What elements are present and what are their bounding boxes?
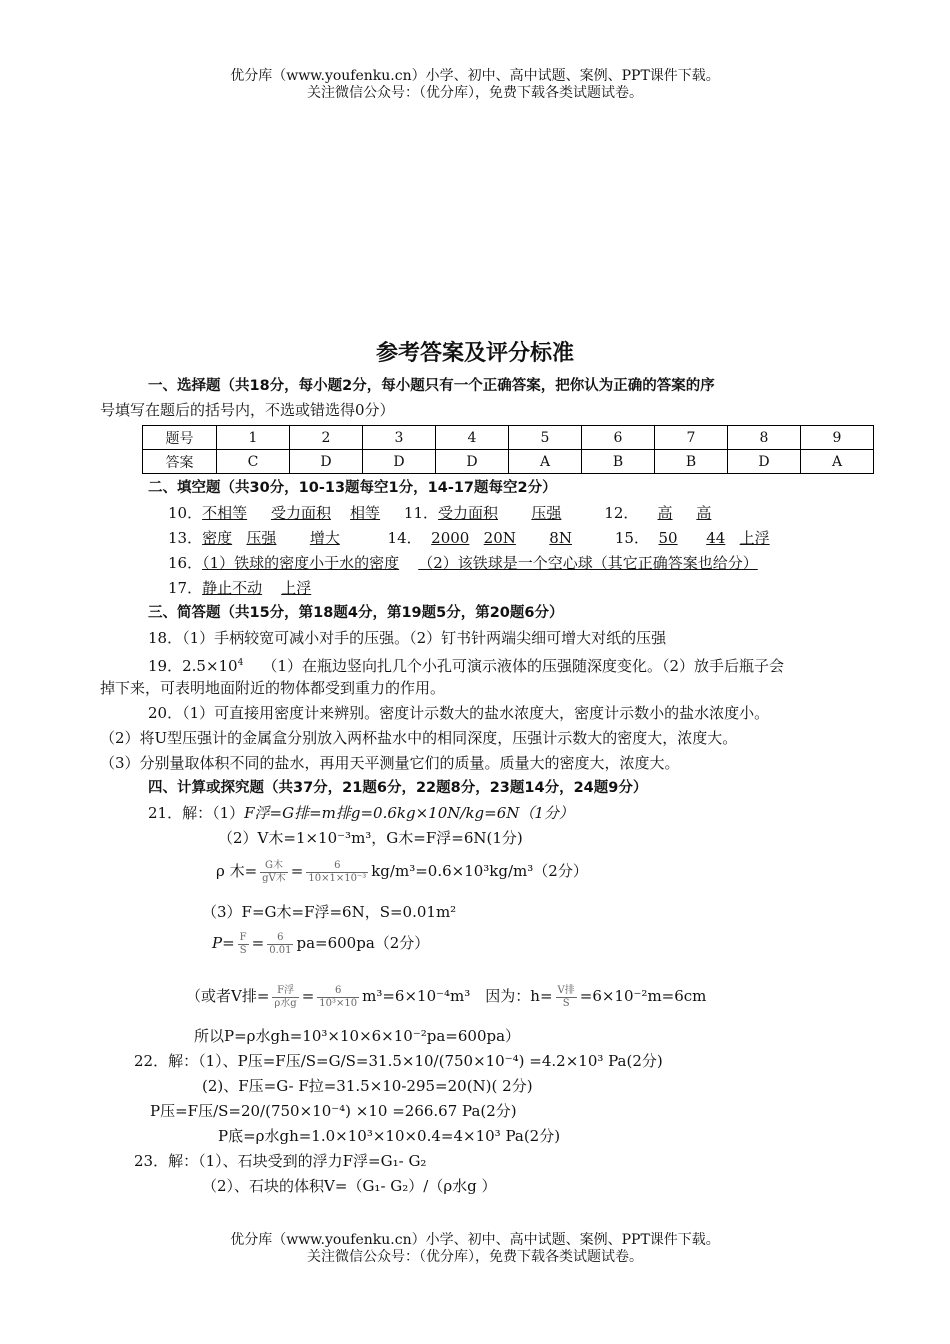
exponent: 4: [237, 658, 244, 668]
answer-22-2: (2)、F压=G- F拉=31.5×10-295=20(N)( 2分): [202, 1077, 533, 1095]
table-cell: 6: [582, 426, 655, 450]
numerator: V排: [557, 984, 575, 996]
table-cell: C: [217, 450, 290, 474]
blank-answer: 密度: [202, 529, 233, 547]
blank-answer: 高: [657, 504, 673, 522]
section-1-heading: 一、选择题（共18分，每小题2分，每小题只有一个正确答案，把你认为正确的答案的序: [148, 378, 715, 394]
q-label: 22．解：: [134, 1052, 199, 1070]
numerator: 6: [267, 932, 293, 945]
answer-20-2: （2）将U型压强计的金属盒分别放入两杯盐水中的相同深度，压强计示数大的密度大，浓度大。: [100, 729, 738, 747]
numerator: G木: [260, 860, 288, 873]
q-number: 17．: [168, 579, 203, 597]
answer-21-pressure: P= $\frac{F}{S}$ = $\frac{6}{0.01}$ pa=600pa（2分）: [212, 931, 430, 956]
denominator: 10³×10: [319, 997, 358, 1009]
fraction: [317, 985, 359, 1010]
formula-result: pa=600pa（2分）: [296, 934, 430, 952]
section-1-heading-cont: 号填写在题后的括号内，不选或错选得0分）: [100, 401, 395, 419]
section-2-heading: 二、填空题（共30分，10-13题每空1分，14-17题每空2分）: [148, 480, 557, 496]
answer-19: [148, 653, 784, 676]
header-line-1: 优分库（www.youfenku.cn）小学、初中、高中试题、案例、PPT课件下载。: [230, 68, 720, 84]
table-cell: B: [582, 450, 655, 474]
numerator: 6: [306, 860, 368, 873]
answer-23-1: [134, 1151, 426, 1171]
table-cell: B: [655, 450, 728, 474]
formula-result: kg/m³=0.6×10³kg/m³（2分）: [371, 862, 588, 880]
formula-result: =6×10⁻²m=6cm: [579, 987, 707, 1005]
blank-answer: 受力面积: [438, 504, 499, 522]
table-cell: D: [436, 450, 509, 474]
blank-answer: 压强: [246, 529, 277, 547]
answer-23-2: （2）、石块的体积V=（G₁- G₂）/（ρ水g ）: [202, 1177, 497, 1195]
section-4-heading: 四、计算或探究题（共37分，21题6分，22题8分，23题14分，24题9分）: [148, 780, 648, 796]
answer-line-16: [168, 553, 758, 573]
footer-line-1: 优分库（www.youfenku.cn）小学、初中、高中试题、案例、PPT课件下载。: [230, 1232, 720, 1248]
blank-answer: 静止不动: [202, 579, 263, 597]
denominator: 10×1×10⁻³: [308, 872, 367, 884]
answer-21-rho: ρ 木= $\frac{\text{G木}}{\text{gV木}}$ = $\frac{6}{\text{10×1×10⁻³}}$ kg/m³=0.6×10³kg/m³（2分）: [216, 859, 588, 884]
header-line-2: 关注微信公众号：（优分库），免费下载各类试题试卷。: [307, 85, 643, 101]
answer-21-alt: （或者V排= $\frac{\text{F浮}}{\text{ρ水g}}$ = $\frac{6}{\text{10³×10}}$ m³=6×10⁻⁴m³ 因为：h= $\frac{\text{V排}}{S}$ =6×10⁻²m=6cm: [186, 984, 707, 1009]
fraction: [272, 985, 298, 1010]
numerator: F浮: [272, 985, 298, 998]
page-title: 参考答案及评分标准: [375, 341, 574, 366]
answer-21-2: （2）V木=1×10⁻³m³，G木=F浮=6N(1分): [218, 829, 523, 847]
table-cell: D: [290, 450, 363, 474]
answer-20-1: 20．（1）可直接用密度计来辨别。密度计示数大的盐水浓度大，密度计示数小的盐水浓度小。: [148, 704, 770, 722]
table-cell: D: [728, 450, 801, 474]
blank-answer: 增大: [309, 529, 340, 547]
answer-21-1: [148, 803, 574, 823]
table-row-answers: [143, 450, 874, 474]
numerator: F: [239, 931, 247, 943]
blank-answer: 不相等: [202, 504, 248, 522]
fraction: [306, 860, 368, 885]
blank-answer: 上浮: [281, 579, 312, 597]
q-number: 10．: [168, 504, 203, 522]
formula-prefix: （或者V排=: [186, 987, 270, 1005]
table-cell: 9: [801, 426, 874, 450]
answer-22-3: P压=F压/S=20/(750×10⁻⁴) ×10 =266.67 Pa(2分): [150, 1102, 517, 1120]
row-label-number: 题号: [143, 426, 217, 450]
q-number: 11．: [403, 504, 438, 522]
denominator: gV木: [262, 872, 286, 884]
numerator: 6: [317, 985, 359, 998]
table-cell: A: [509, 450, 582, 474]
answer-22-4: P底=ρ水gh=1.0×10³×10×0.4=4×10³ Pa(2分): [218, 1127, 561, 1145]
blank-answer: （1）铁球的密度小于水的密度: [202, 554, 400, 572]
q-label: 21．解：: [148, 804, 213, 822]
blank-answer: 44: [706, 529, 726, 547]
denominator: ρ水g: [274, 997, 297, 1009]
fraction: [267, 932, 293, 957]
q-number: 13．: [168, 529, 203, 547]
answer-line-13-15: [168, 528, 770, 548]
q-number: 15．: [614, 529, 649, 547]
fraction: [556, 985, 577, 1010]
q-number: 16．: [168, 554, 203, 572]
blank-answer: 50: [658, 529, 678, 547]
denominator: 0.01: [269, 944, 292, 956]
page-header: [0, 68, 950, 102]
formula-mid: m³=6×10⁻⁴m³ 因为：h=: [362, 987, 553, 1005]
formula: F浮=G排=m排g=0.6kg×10N/kg=6N（1分）: [244, 804, 574, 822]
blank-answer: 压强: [531, 504, 562, 522]
page-footer: [0, 1232, 950, 1266]
table-cell: 4: [436, 426, 509, 450]
footer-line-2: 关注微信公众号：（优分库），免费下载各类试题试卷。: [307, 1249, 643, 1265]
answer-18: 18．（1）手柄较宽可减小对手的压强。（2）钉书针两端尖细可增大对纸的压强: [148, 629, 667, 647]
denominator: S: [239, 944, 247, 956]
table-cell: 5: [509, 426, 582, 450]
blank-answer: 20N: [483, 529, 516, 547]
table-cell: 3: [363, 426, 436, 450]
blank-answer: 2000: [431, 529, 470, 547]
formula: （1）、石块受到的浮力F浮=G₁- G₂: [198, 1152, 427, 1170]
blank-answer: 受力面积: [270, 504, 331, 522]
table-cell: 1: [217, 426, 290, 450]
table-cell: 2: [290, 426, 363, 450]
answer-20-3: （3）分别量取体积不同的盐水，再用天平测量它们的质量。质量大的密度大，浓度大。: [100, 754, 680, 772]
q-number: 14．: [387, 529, 422, 547]
formula: （1）、P压=F压/S=G/S=31.5×10/(750×10⁻⁴) =4.2×10³ Pa(2分): [198, 1052, 663, 1070]
fraction: [260, 860, 288, 885]
table-cell: D: [363, 450, 436, 474]
q-label: 23．解：: [134, 1152, 199, 1170]
answer-21-final: 所以P=ρ水gh=10³×10×6×10⁻²pa=600pa）: [194, 1027, 521, 1045]
formula-prefix: ρ 木=: [216, 862, 258, 880]
denominator: S: [562, 997, 570, 1009]
blank-answer: 相等: [350, 504, 381, 522]
table-cell: 8: [728, 426, 801, 450]
answer-22-1: [134, 1051, 663, 1071]
section-3-heading: 三、简答题（共15分，第18题4分，第19题5分，第20题6分）: [148, 605, 564, 621]
answer-19-cont: 掉下来，可表明地面附近的物体都受到重力的作用。: [100, 679, 446, 697]
table-row-numbers: [143, 426, 874, 450]
blank-answer: 上浮: [739, 529, 770, 547]
q-number: 12．: [604, 504, 639, 522]
table-cell: 7: [655, 426, 728, 450]
answer-line-10-12: [168, 503, 711, 523]
blank-answer: 高: [696, 504, 712, 522]
fraction: [238, 932, 249, 957]
table-cell: A: [801, 450, 874, 474]
answer-table: [142, 425, 874, 474]
step-label: （1）: [212, 804, 245, 822]
row-label-answer: 答案: [143, 450, 217, 474]
answer-19-value: 19．2.5×10: [148, 657, 238, 675]
blank-answer: （2）该铁球是一个空心球（其它正确答案也给分）: [418, 554, 758, 572]
answer-19-text: （1）在瓶边竖向扎几个小孔可演示液体的压强随深度变化。（2）放手后瓶子会: [262, 657, 785, 675]
blank-answer: 8N: [549, 529, 572, 547]
answer-line-17: [168, 578, 311, 598]
formula-prefix: P=: [212, 934, 235, 952]
answer-21-3: （3）F=G木=F浮=6N，S=0.01m²: [202, 903, 457, 921]
